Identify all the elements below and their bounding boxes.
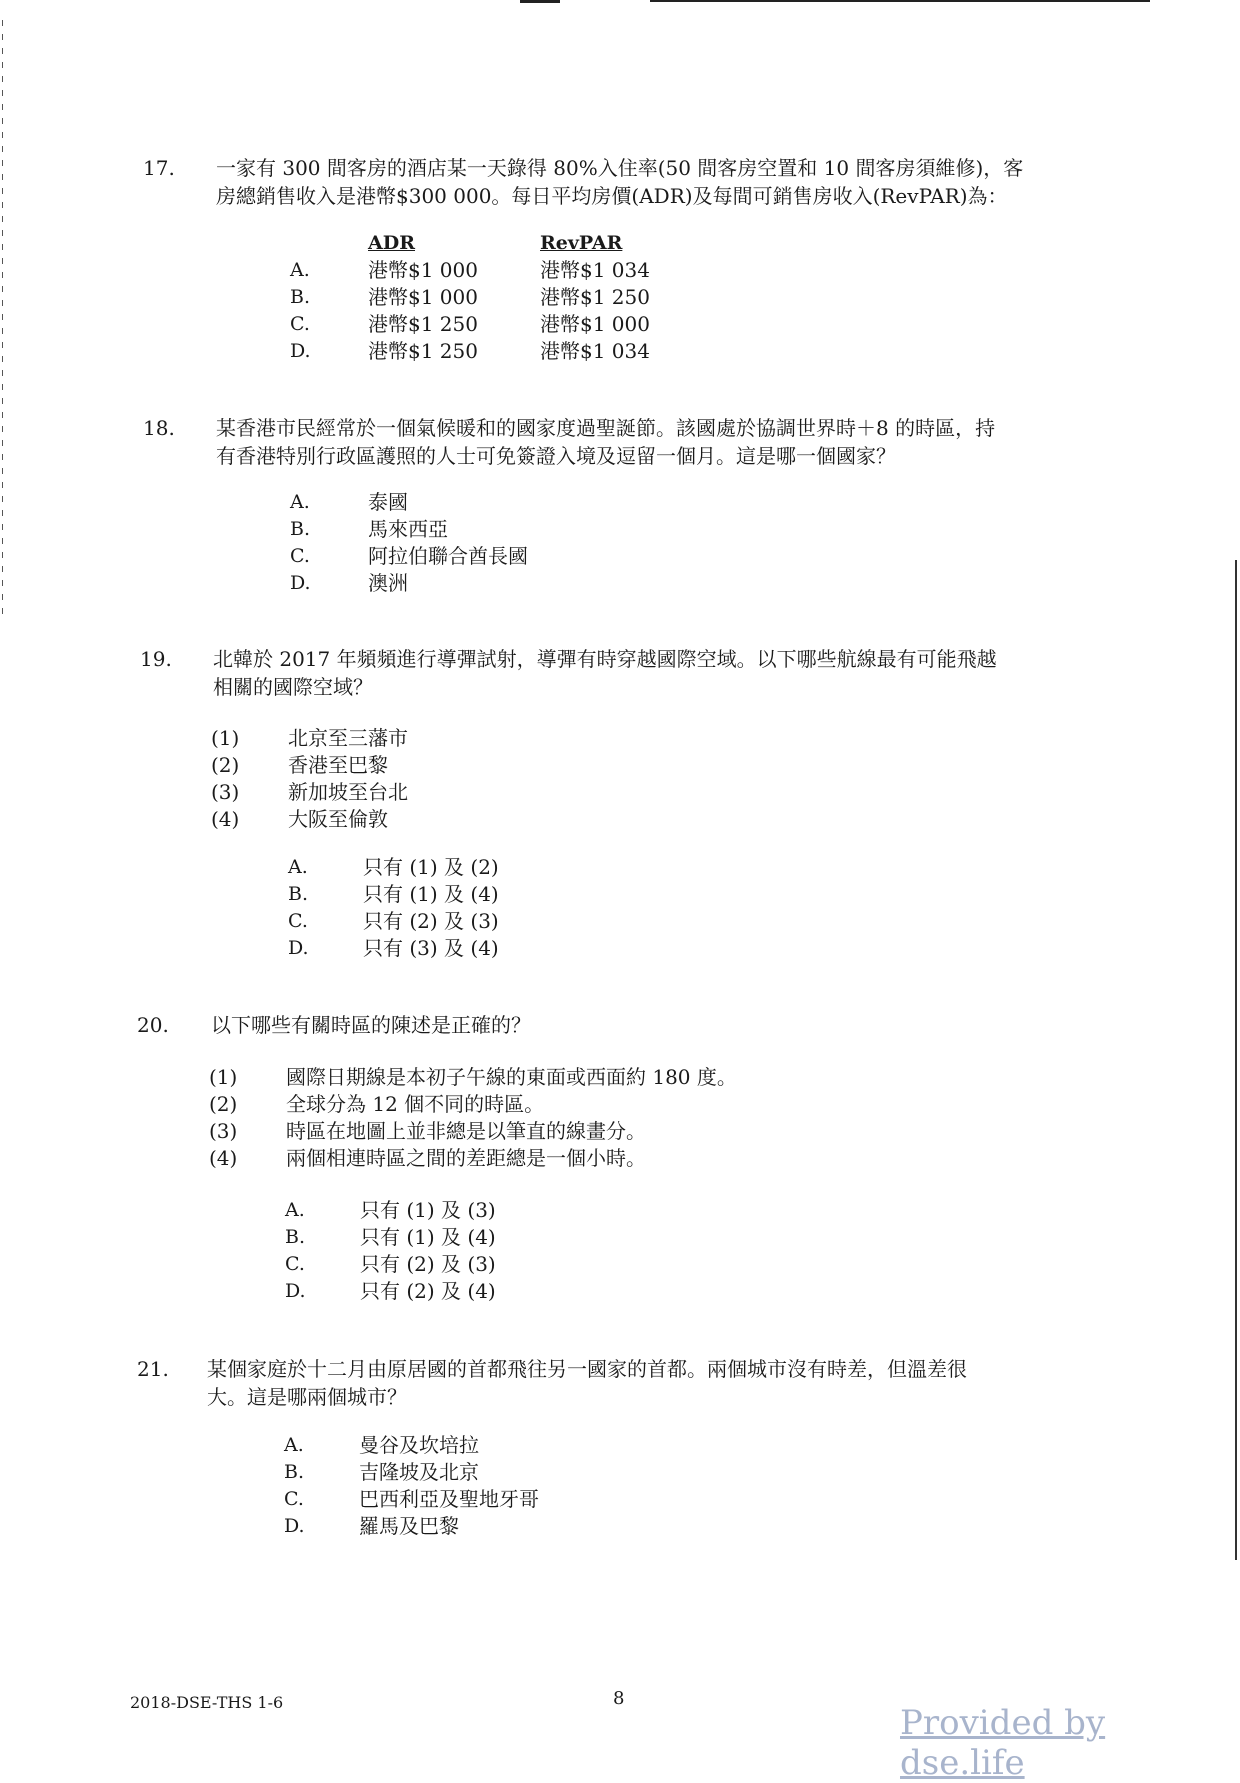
option-letter: C. xyxy=(290,545,310,567)
statement-number: (2) xyxy=(211,753,240,777)
statement-text: 新加坡至台北 xyxy=(288,780,408,804)
option-revpar: 港幣$1 034 xyxy=(540,339,650,363)
question-number: 18. xyxy=(143,416,175,440)
option-letter: B. xyxy=(285,1226,306,1248)
statement-number: (2) xyxy=(209,1092,238,1116)
option-text: 曼谷及坎培拉 xyxy=(359,1433,479,1457)
statement-text: 國際日期線是本初子午線的東面或西面約 180 度。 xyxy=(286,1065,737,1089)
option-letter: B. xyxy=(290,518,311,540)
option-letter: A. xyxy=(288,856,308,878)
option-text: 只有 (1) 及 (3) xyxy=(360,1198,496,1222)
option-revpar: 港幣$1 034 xyxy=(540,258,650,282)
option-letter: B. xyxy=(284,1461,305,1483)
scan-top-rule xyxy=(650,0,1150,2)
statement-number: (4) xyxy=(211,807,240,831)
statement-text: 香港至巴黎 xyxy=(288,753,388,777)
option-text: 只有 (1) 及 (4) xyxy=(360,1225,496,1249)
option-letter: D. xyxy=(290,340,311,362)
page-number: 8 xyxy=(613,1688,625,1709)
option-revpar: 港幣$1 250 xyxy=(540,285,650,309)
watermark: Provided by dse.life xyxy=(900,1703,1106,1783)
option-text: 只有 (3) 及 (4) xyxy=(363,936,499,960)
option-text: 馬來西亞 xyxy=(368,517,448,541)
question-number: 17. xyxy=(143,156,175,180)
option-letter: C. xyxy=(284,1488,304,1510)
option-letter: C. xyxy=(290,313,310,335)
option-adr: 港幣$1 000 xyxy=(368,285,478,309)
question-stem-line: 某個家庭於十二月由原居國的首都飛往另一國家的首都。兩個城市沒有時差，但溫差很 xyxy=(207,1357,967,1381)
option-letter: D. xyxy=(284,1515,305,1537)
scan-left-edge xyxy=(2,20,3,620)
option-text: 吉隆坡及北京 xyxy=(359,1460,479,1484)
column-header-adr: ADR xyxy=(368,232,416,254)
statement-number: (4) xyxy=(209,1146,238,1170)
option-letter: D. xyxy=(285,1280,306,1302)
question-number: 20. xyxy=(137,1013,169,1037)
option-text: 只有 (1) 及 (4) xyxy=(363,882,499,906)
statement-number: (3) xyxy=(211,780,240,804)
statement-text: 北京至三藩市 xyxy=(288,726,408,750)
statement-text: 全球分為 12 個不同的時區。 xyxy=(286,1092,545,1116)
statement-text: 兩個相連時區之間的差距總是一個小時。 xyxy=(286,1146,646,1170)
option-letter: A. xyxy=(290,491,310,513)
question-stem-line: 有香港特別行政區護照的人士可免簽證入境及逗留一個月。這是哪一個國家？ xyxy=(216,444,896,468)
question-stem-line: 某香港市民經常於一個氣候暖和的國家度過聖誕節。該國處於協調世界時＋8 的時區，持 xyxy=(216,416,996,440)
scan-top-mark xyxy=(520,0,560,3)
option-text: 澳洲 xyxy=(368,571,408,595)
statement-number: (1) xyxy=(209,1065,238,1089)
statement-number: (3) xyxy=(209,1119,238,1143)
option-adr: 港幣$1 250 xyxy=(368,339,478,363)
option-text: 阿拉伯聯合酋長國 xyxy=(368,544,528,568)
option-text: 羅馬及巴黎 xyxy=(359,1514,459,1538)
option-letter: C. xyxy=(285,1253,305,1275)
option-adr: 港幣$1 250 xyxy=(368,312,478,336)
question-stem-line: 相關的國際空域？ xyxy=(213,675,373,699)
question-number: 19. xyxy=(140,647,172,671)
question-stem-line: 以下哪些有關時區的陳述是正確的？ xyxy=(211,1013,531,1037)
question-stem-line: 北韓於 2017 年頻頻進行導彈試射，導彈有時穿越國際空域。以下哪些航線最有可能飛越 xyxy=(213,647,997,671)
statement-text: 大阪至倫敦 xyxy=(288,807,388,831)
option-letter: D. xyxy=(290,572,311,594)
option-revpar: 港幣$1 000 xyxy=(540,312,650,336)
option-text: 只有 (2) 及 (3) xyxy=(363,909,499,933)
question-stem-line: 一家有 300 間客房的酒店某一天錄得 80%入住率(50 間客房空置和 10 間客房須維修)，客 xyxy=(216,156,1024,180)
option-text: 只有 (2) 及 (4) xyxy=(360,1279,496,1303)
option-text: 只有 (1) 及 (2) xyxy=(363,855,499,879)
statement-number: (1) xyxy=(211,726,240,750)
option-text: 泰國 xyxy=(368,490,408,514)
option-letter: A. xyxy=(290,259,310,281)
option-letter: C. xyxy=(288,910,308,932)
scan-right-edge xyxy=(1235,560,1237,1560)
column-header-revpar: RevPAR xyxy=(540,232,623,254)
option-letter: A. xyxy=(284,1434,304,1456)
option-letter: B. xyxy=(288,883,309,905)
option-letter: D. xyxy=(288,937,309,959)
paper-code: 2018-DSE-THS 1-6 xyxy=(130,1693,284,1712)
question-stem-line: 大。這是哪兩個城市？ xyxy=(207,1385,407,1409)
question-number: 21. xyxy=(137,1357,169,1381)
option-letter: A. xyxy=(285,1199,305,1221)
statement-text: 時區在地圖上並非總是以筆直的線畫分。 xyxy=(286,1119,646,1143)
option-adr: 港幣$1 000 xyxy=(368,258,478,282)
option-letter: B. xyxy=(290,286,311,308)
option-text: 巴西利亞及聖地牙哥 xyxy=(359,1487,539,1511)
question-stem-line: 房總銷售收入是港幣$300 000。每日平均房價(ADR)及每間可銷售房收入(RevPAR)為： xyxy=(216,184,1008,208)
option-text: 只有 (2) 及 (3) xyxy=(360,1252,496,1276)
